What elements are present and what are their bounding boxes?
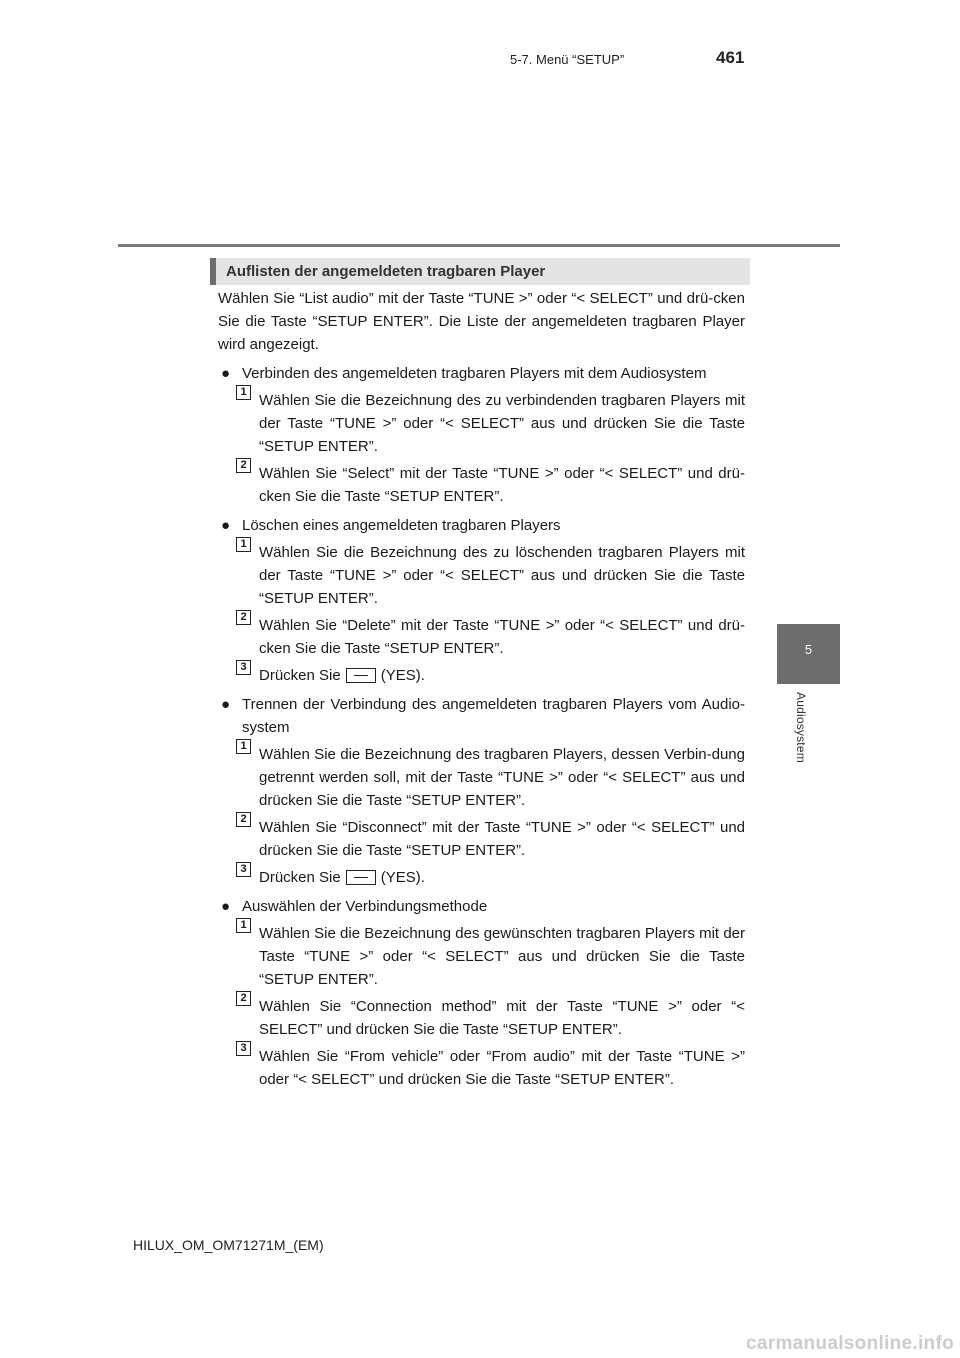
step-text: Wählen Sie “Disconnect” mit der Taste “TUNE >” oder “< SELECT” und drücken Sie die Taste “SETUP ENTER”. (259, 819, 745, 859)
step-number-box: 3 (236, 1041, 251, 1056)
document-code: HILUX_OM_OM71271M_(EM) (133, 1237, 324, 1253)
watermark: carmanualsonline.info (746, 1333, 954, 1354)
running-header-section: 5-7. Menü “SETUP” (510, 52, 625, 67)
step-text: Wählen Sie “Delete” mit der Taste “TUNE >” oder “< SELECT” und drü-cken Sie die Taste “SETUP ENTER”. (259, 617, 745, 657)
step-number-box: 1 (236, 537, 251, 552)
procedure-heading (218, 895, 745, 918)
procedure-title: Löschen eines angemeldeten tragbaren Players (242, 517, 561, 534)
step-number-box: 2 (236, 991, 251, 1006)
procedure-step (218, 538, 745, 610)
procedure-heading (218, 514, 745, 537)
step-number-box: 2 (236, 458, 251, 473)
step-text-prefix: Drücken Sie (259, 869, 341, 886)
step-text: Wählen Sie “Select” mit der Taste “TUNE >” oder “< SELECT” und drü-cken Sie die Taste “SETUP ENTER”. (259, 465, 745, 505)
step-text: Wählen Sie “From vehicle” oder “From audio” mit der Taste “TUNE >” oder “< SELECT” und drücken Sie die Taste “SETUP ENTER”. (259, 1048, 745, 1088)
procedure-heading (218, 362, 745, 385)
bullet-icon: ● (221, 365, 231, 382)
header-divider (118, 244, 840, 247)
step-text-prefix: Drücken Sie (259, 667, 341, 684)
procedure-step (218, 919, 745, 991)
intro-paragraph: Wählen Sie “List audio” mit der Taste “TUNE >” oder “< SELECT” und drü-cken Sie die Taste “SETUP ENTER”. Die Liste der angemeldeten tragbaren Player wird angezeigt. (218, 290, 745, 353)
procedure-step (218, 813, 745, 862)
procedure-heading (218, 693, 745, 739)
chapter-tab (777, 624, 840, 684)
procedure-step (218, 611, 745, 660)
step-text: Wählen Sie “Connection method” mit der Taste “TUNE >” oder “< SELECT” und drücken Sie die Taste “SETUP ENTER”. (259, 998, 745, 1038)
yes-button-icon (346, 870, 376, 885)
step-text: Wählen Sie die Bezeichnung des zu verbindenden tragbaren Players mit der Taste “TUNE >” oder “< SELECT” aus und drücken Sie die Taste “SETUP ENTER”. (259, 392, 745, 455)
bullet-icon: ● (221, 696, 231, 713)
section-heading: Auflisten der angemeldeten tragbaren Player (210, 258, 750, 285)
bullet-icon: ● (221, 898, 231, 915)
step-number-box: 1 (236, 385, 251, 400)
procedure-step (218, 661, 745, 687)
page-number: 461 (716, 48, 745, 67)
procedure-title: Auswählen der Verbindungsmethode (242, 898, 488, 915)
step-text: Wählen Sie die Bezeichnung des tragbaren Players, dessen Verbin-dung getrennt werden soll, mit der Taste “TUNE >” oder “< SELECT” aus und drücken Sie die Taste “SETUP ENTER”. (259, 746, 745, 809)
bullet-icon: ● (221, 517, 231, 534)
procedure-step (218, 386, 745, 458)
procedure-step (218, 740, 745, 812)
procedure-step (218, 459, 745, 508)
step-text-suffix: (YES). (380, 667, 425, 684)
page-content (218, 287, 745, 1091)
procedure-title: Trennen der Verbindung des angemeldeten tragbaren Players vom Audio-system (242, 696, 745, 736)
chapter-label: Audiosystem (794, 692, 808, 763)
step-number-box: 2 (236, 812, 251, 827)
step-number-box: 3 (236, 862, 251, 877)
step-number-box: 1 (236, 918, 251, 933)
step-number-box: 1 (236, 739, 251, 754)
procedure-step (218, 863, 745, 889)
step-number-box: 3 (236, 660, 251, 675)
step-number-box: 2 (236, 610, 251, 625)
chapter-number: 5 (804, 642, 813, 657)
procedure-title: Verbinden des angemeldeten tragbaren Players mit dem Audiosystem (242, 365, 707, 382)
step-text: Wählen Sie die Bezeichnung des zu löschenden tragbaren Players mit der Taste “TUNE >” oder “< SELECT” aus und drücken Sie die Taste “SETUP ENTER”. (259, 544, 745, 607)
step-text: Wählen Sie die Bezeichnung des gewünschten tragbaren Players mit der Taste “TUNE >” oder “< SELECT” aus und drücken Sie die Taste “SETUP ENTER”. (259, 925, 745, 988)
step-text-suffix: (YES). (380, 869, 425, 886)
procedure-step (218, 1042, 745, 1091)
procedure-step (218, 992, 745, 1041)
yes-button-icon (346, 668, 376, 683)
